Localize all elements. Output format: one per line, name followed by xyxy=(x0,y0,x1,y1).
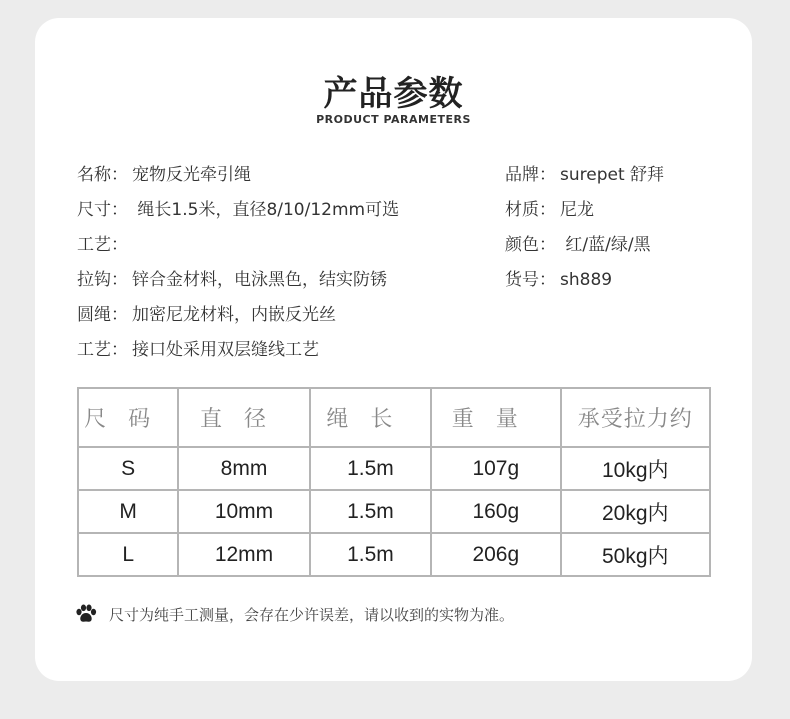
spec-value: 宠物反光牵引绳 xyxy=(132,165,251,185)
table-cell: 1.5m xyxy=(310,447,431,490)
table-header-diameter: 直径 xyxy=(178,388,309,447)
spec-label: 颜色： xyxy=(505,235,556,255)
spec-size xyxy=(77,199,399,221)
spec-value: sh889 xyxy=(560,270,613,290)
spec-label: 品牌： xyxy=(505,165,556,185)
table-cell: 206g xyxy=(431,533,560,576)
table-cell: 8mm xyxy=(178,447,309,490)
spec-label: 工艺： xyxy=(77,340,128,360)
table-cell: S xyxy=(78,447,178,490)
measurement-note xyxy=(75,604,514,625)
spec-value: 锌合金材料，电泳黑色，结实防锈 xyxy=(132,270,387,290)
spec-label: 货号： xyxy=(505,270,556,290)
spec-label: 尺寸： xyxy=(77,200,128,220)
table-cell: 1.5m xyxy=(310,533,431,576)
table-cell: 12mm xyxy=(178,533,309,576)
spec-value: 加密尼龙材料，内嵌反光丝 xyxy=(132,305,336,325)
table-cell: M xyxy=(78,490,178,533)
spec-hook xyxy=(77,269,387,291)
product-parameters-card xyxy=(35,18,752,681)
table-cell: 50kg内 xyxy=(561,533,711,576)
spec-rope xyxy=(77,304,336,326)
table-header-tension: 承受拉力约 xyxy=(561,388,711,447)
size-table xyxy=(77,387,711,577)
spec-craft-detail xyxy=(77,339,319,361)
table-header-weight: 重量 xyxy=(431,388,560,447)
spec-value: 红/蓝/绿/黑 xyxy=(560,235,651,255)
spec-label: 材质： xyxy=(505,200,556,220)
table-header-row xyxy=(78,388,710,447)
spec-material xyxy=(505,199,594,221)
spec-color xyxy=(505,234,651,256)
table-row xyxy=(78,447,710,490)
spec-value: 接口处采用双层缝线工艺 xyxy=(132,340,319,360)
table-row xyxy=(78,533,710,576)
table-cell: 10mm xyxy=(178,490,309,533)
spec-label: 名称： xyxy=(77,165,128,185)
page-subtitle: PRODUCT PARAMETERS xyxy=(316,113,471,126)
table-cell: 107g xyxy=(431,447,560,490)
table-header-length: 绳长 xyxy=(310,388,431,447)
page-title: 产品参数 xyxy=(323,74,464,114)
spec-value: 绳长1.5米，直径8/10/12mm可选 xyxy=(132,200,400,220)
table-cell: L xyxy=(78,533,178,576)
spec-label: 拉钩： xyxy=(77,270,128,290)
table-row xyxy=(78,490,710,533)
table-cell: 20kg内 xyxy=(561,490,711,533)
spec-value: surepet 舒拜 xyxy=(560,165,665,185)
spec-brand xyxy=(505,164,664,186)
spec-craft xyxy=(77,234,132,256)
note-text: 尺寸为纯手工测量，会存在少许误差，请以收到的实物为准。 xyxy=(109,606,515,624)
table-cell: 1.5m xyxy=(310,490,431,533)
paw-icon xyxy=(75,604,97,624)
spec-label: 圆绳： xyxy=(77,305,128,325)
spec-item-number xyxy=(505,269,612,291)
table-cell: 10kg内 xyxy=(561,447,711,490)
table-header-size: 尺码 xyxy=(78,388,178,447)
spec-value: 尼龙 xyxy=(560,200,594,220)
spec-name xyxy=(77,164,251,186)
table-cell: 160g xyxy=(431,490,560,533)
spec-label: 工艺： xyxy=(77,235,128,255)
